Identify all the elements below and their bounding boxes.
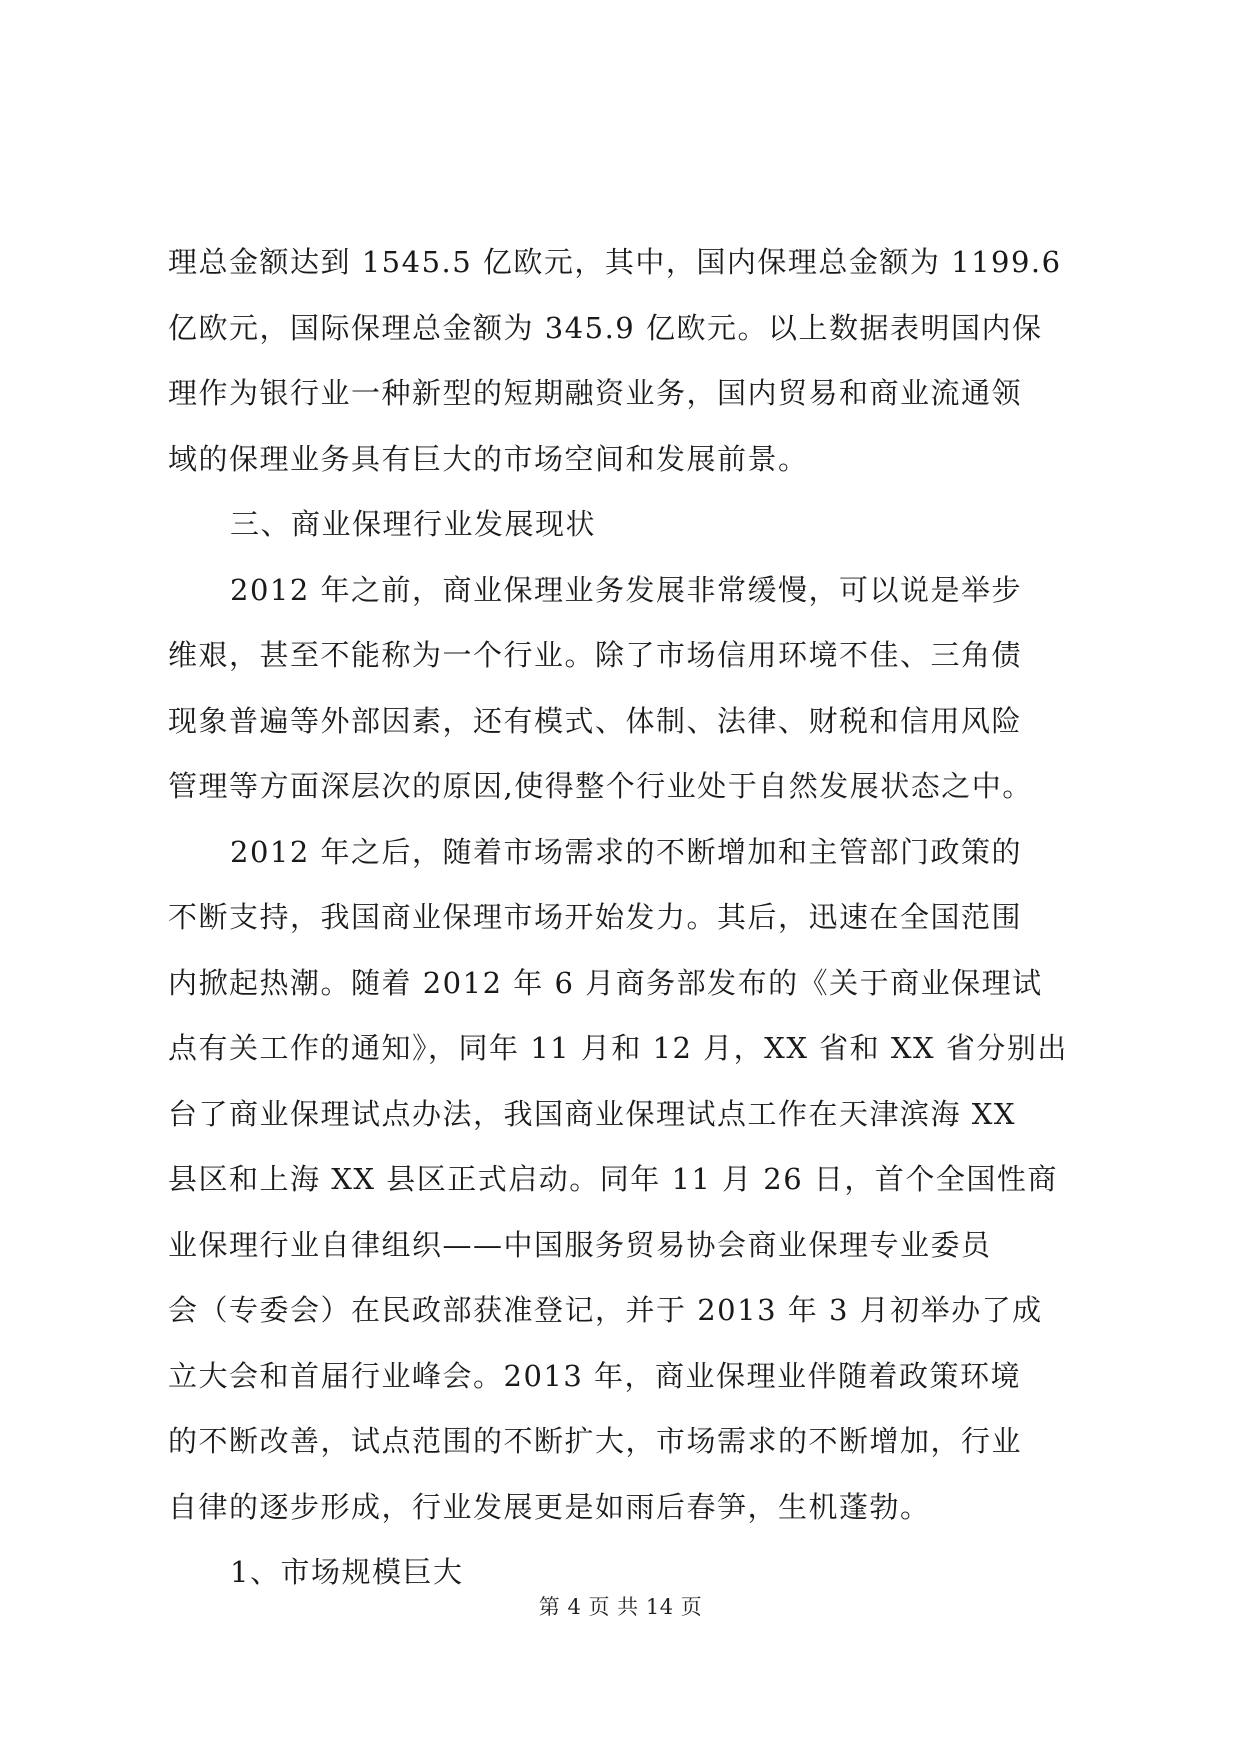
paragraph-line: 理作为银行业一种新型的短期融资业务，国内贸易和商业流通领 (168, 376, 1023, 410)
paragraph-line: 业保理行业自律组织——中国服务贸易协会商业保理专业委员 (168, 1227, 992, 1262)
paragraph-line: 维艰，甚至不能称为一个行业。除了市场信用环境不佳、三角债 (168, 638, 1023, 672)
paragraph-line: 台了商业保理试点办法，我国商业保理试点工作在天津滨海 XX (168, 1096, 1017, 1131)
paragraph-line: 现象普遍等外部因素，还有模式、体制、法律、财税和信用风险 (168, 703, 1023, 738)
paragraph-line: 的不断改善，试点范围的不断扩大，市场需求的不断增加，行业 (168, 1424, 1023, 1458)
paragraph-line: 域的保理业务具有巨大的市场空间和发展前景。 (168, 441, 809, 476)
paragraph-line: 2012 年之前，商业保理业务发展非常缓慢，可以说是举步 (230, 572, 1023, 607)
paragraph-line: 立大会和首届行业峰会。2013 年，商业保理业伴随着政策环境 (168, 1358, 1022, 1393)
paragraph-line: 点有关工作的通知》，同年 11 月和 12 月，XX 省和 XX 省分别出 (168, 1031, 1068, 1065)
subsection-heading: 1、市场规模巨大 (230, 1555, 464, 1589)
paragraph-line: 县区和上海 XX 县区正式启动。同年 11 月 26 日，首个全国性商 (168, 1162, 1058, 1196)
section-heading: 三、商业保理行业发展现状 (230, 507, 597, 541)
paragraph-line: 管理等方面深层次的原因,使得整个行业处于自然发展状态之中。 (168, 769, 1033, 803)
document-body (168, 230, 1088, 1606)
paragraph-line: 内掀起热潮。随着 2012 年 6 月商务部发布的《关于商业保理试 (168, 965, 1043, 1000)
paragraph-line: 理总金额达到 1545.5 亿欧元，其中，国内保理总金额为 1199.6 (168, 245, 1062, 279)
paragraph-line: 会（专委会）在民政部获准登记，并于 2013 年 3 月初举办了成 (168, 1293, 1043, 1327)
paragraph-line: 亿欧元，国际保理总金额为 345.9 亿欧元。以上数据表明国内保 (168, 310, 1043, 345)
paragraph-line: 2012 年之后，随着市场需求的不断增加和主管部门政策的 (230, 834, 1023, 869)
page-number-footer: 第 4 页 共 14 页 (538, 1595, 703, 1619)
paragraph-line: 自律的逐步形成，行业发展更是如雨后春笋，生机蓬勃。 (168, 1489, 931, 1524)
paragraph-line: 不断支持，我国商业保理市场开始发力。其后，迅速在全国范围 (168, 900, 1023, 934)
